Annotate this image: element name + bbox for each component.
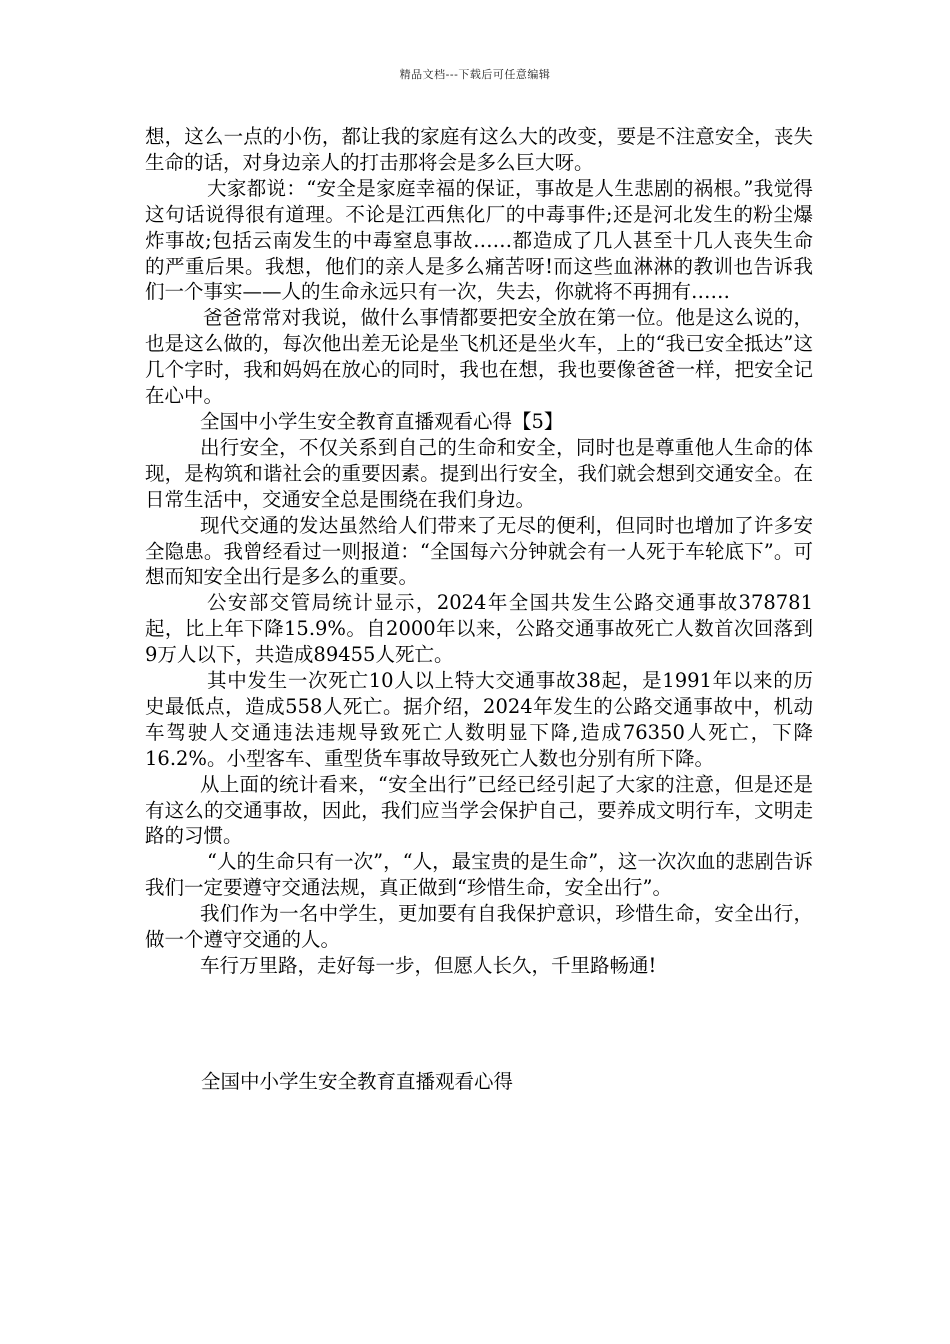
paragraph: 其中发生一次死亡10人以上特大交通事故38起，是1991年以来的历史最低点，造成558人死亡。据介绍，2024年发生的公路交通事故中，机动车驾驶人交通违法违规导致死亡人数明显下降,造成76350人死亡，下降16.2%。小型客车、重型货车事故导致死亡人数也分别有所下降。 <box>145 669 813 770</box>
paragraph: 从上面的统计看来，“安全出行”已经已经引起了大家的注意，但是还是有这么的交通事故，因此，我们应当学会保护自己，要养成文明行车，文明走路的习惯。 <box>145 772 813 848</box>
paragraph: “人的生命只有一次”，“人，最宝贵的是生命”，这一次次血的悲剧告诉我们一定要遵守交通法规，真正做到“珍惜生命，安全出行”。 <box>145 850 813 900</box>
paragraph: 公安部交管局统计显示，2024年全国共发生公路交通事故378781起，比上年下降15.9%。自2000年以来，公路交通事故死亡人数首次回落到9万人以下，共造成89455人死亡。 <box>145 591 813 667</box>
paragraph: 爸爸常常对我说，做什么事情都要把安全放在第一位。他是这么说的，也是这么做的，每次他出差无论是坐飞机还是坐火车，上的“我已安全抵达”这几个字时，我和妈妈在放心的同时，我也在想，我也要像爸爸一样，把安全记在心中。 <box>145 306 813 408</box>
paragraph: 现代交通的发达虽然给人们带来了无尽的便利，但同时也增加了许多安全隐患。我曾经看过一则报道：“全国每六分钟就会有一人死于车轮底下”。可想而知安全出行是多么的重要。 <box>145 513 813 589</box>
paragraph: 车行万里路，走好每一步，但愿人长久，千里路畅通! <box>200 954 657 977</box>
paragraph: 我们作为一名中学生，更加要有自我保护意识，珍惜生命，安全出行，做一个遵守交通的人。 <box>145 902 813 952</box>
section-heading: 全国中小学生安全教育直播观看心得【5】 <box>200 409 564 433</box>
page-header: 精品文档---下载后可任意编辑 <box>399 68 551 81</box>
paragraph: 出行安全，不仅关系到自己的生命和安全，同时也是尊重他人生命的体现，是构筑和谐社会的重要因素。提到出行安全，我们就会想到交通安全。在日常生活中，交通安全总是围绕在我们身边。 <box>145 435 813 511</box>
next-document-title: 全国中小学生安全教育直播观看心得 <box>201 1070 514 1093</box>
document-body <box>145 124 813 979</box>
paragraph: 想，这么一点的小伤，都让我的家庭有这么大的改变，要是不注意安全，丧失生命的话，对身边亲人的打击那将会是多么巨大呀。 <box>145 125 813 174</box>
paragraph: 大家都说：“安全是家庭幸福的保证，事故是人生悲剧的祸根。”我觉得这句话说得很有道理。不论是江西焦化厂的中毒事件;还是河北发生的粉尘爆炸事故;包括云南发生的中毒窒息事故……都造成了几人甚至十几人丧失生命的严重后果。我想，他们的亲人是多么痛苦呀!而这些血淋淋的教训也告诉我们一个事实——人的生命永远只有一次，失去，你就将不再拥有…… <box>145 176 813 304</box>
